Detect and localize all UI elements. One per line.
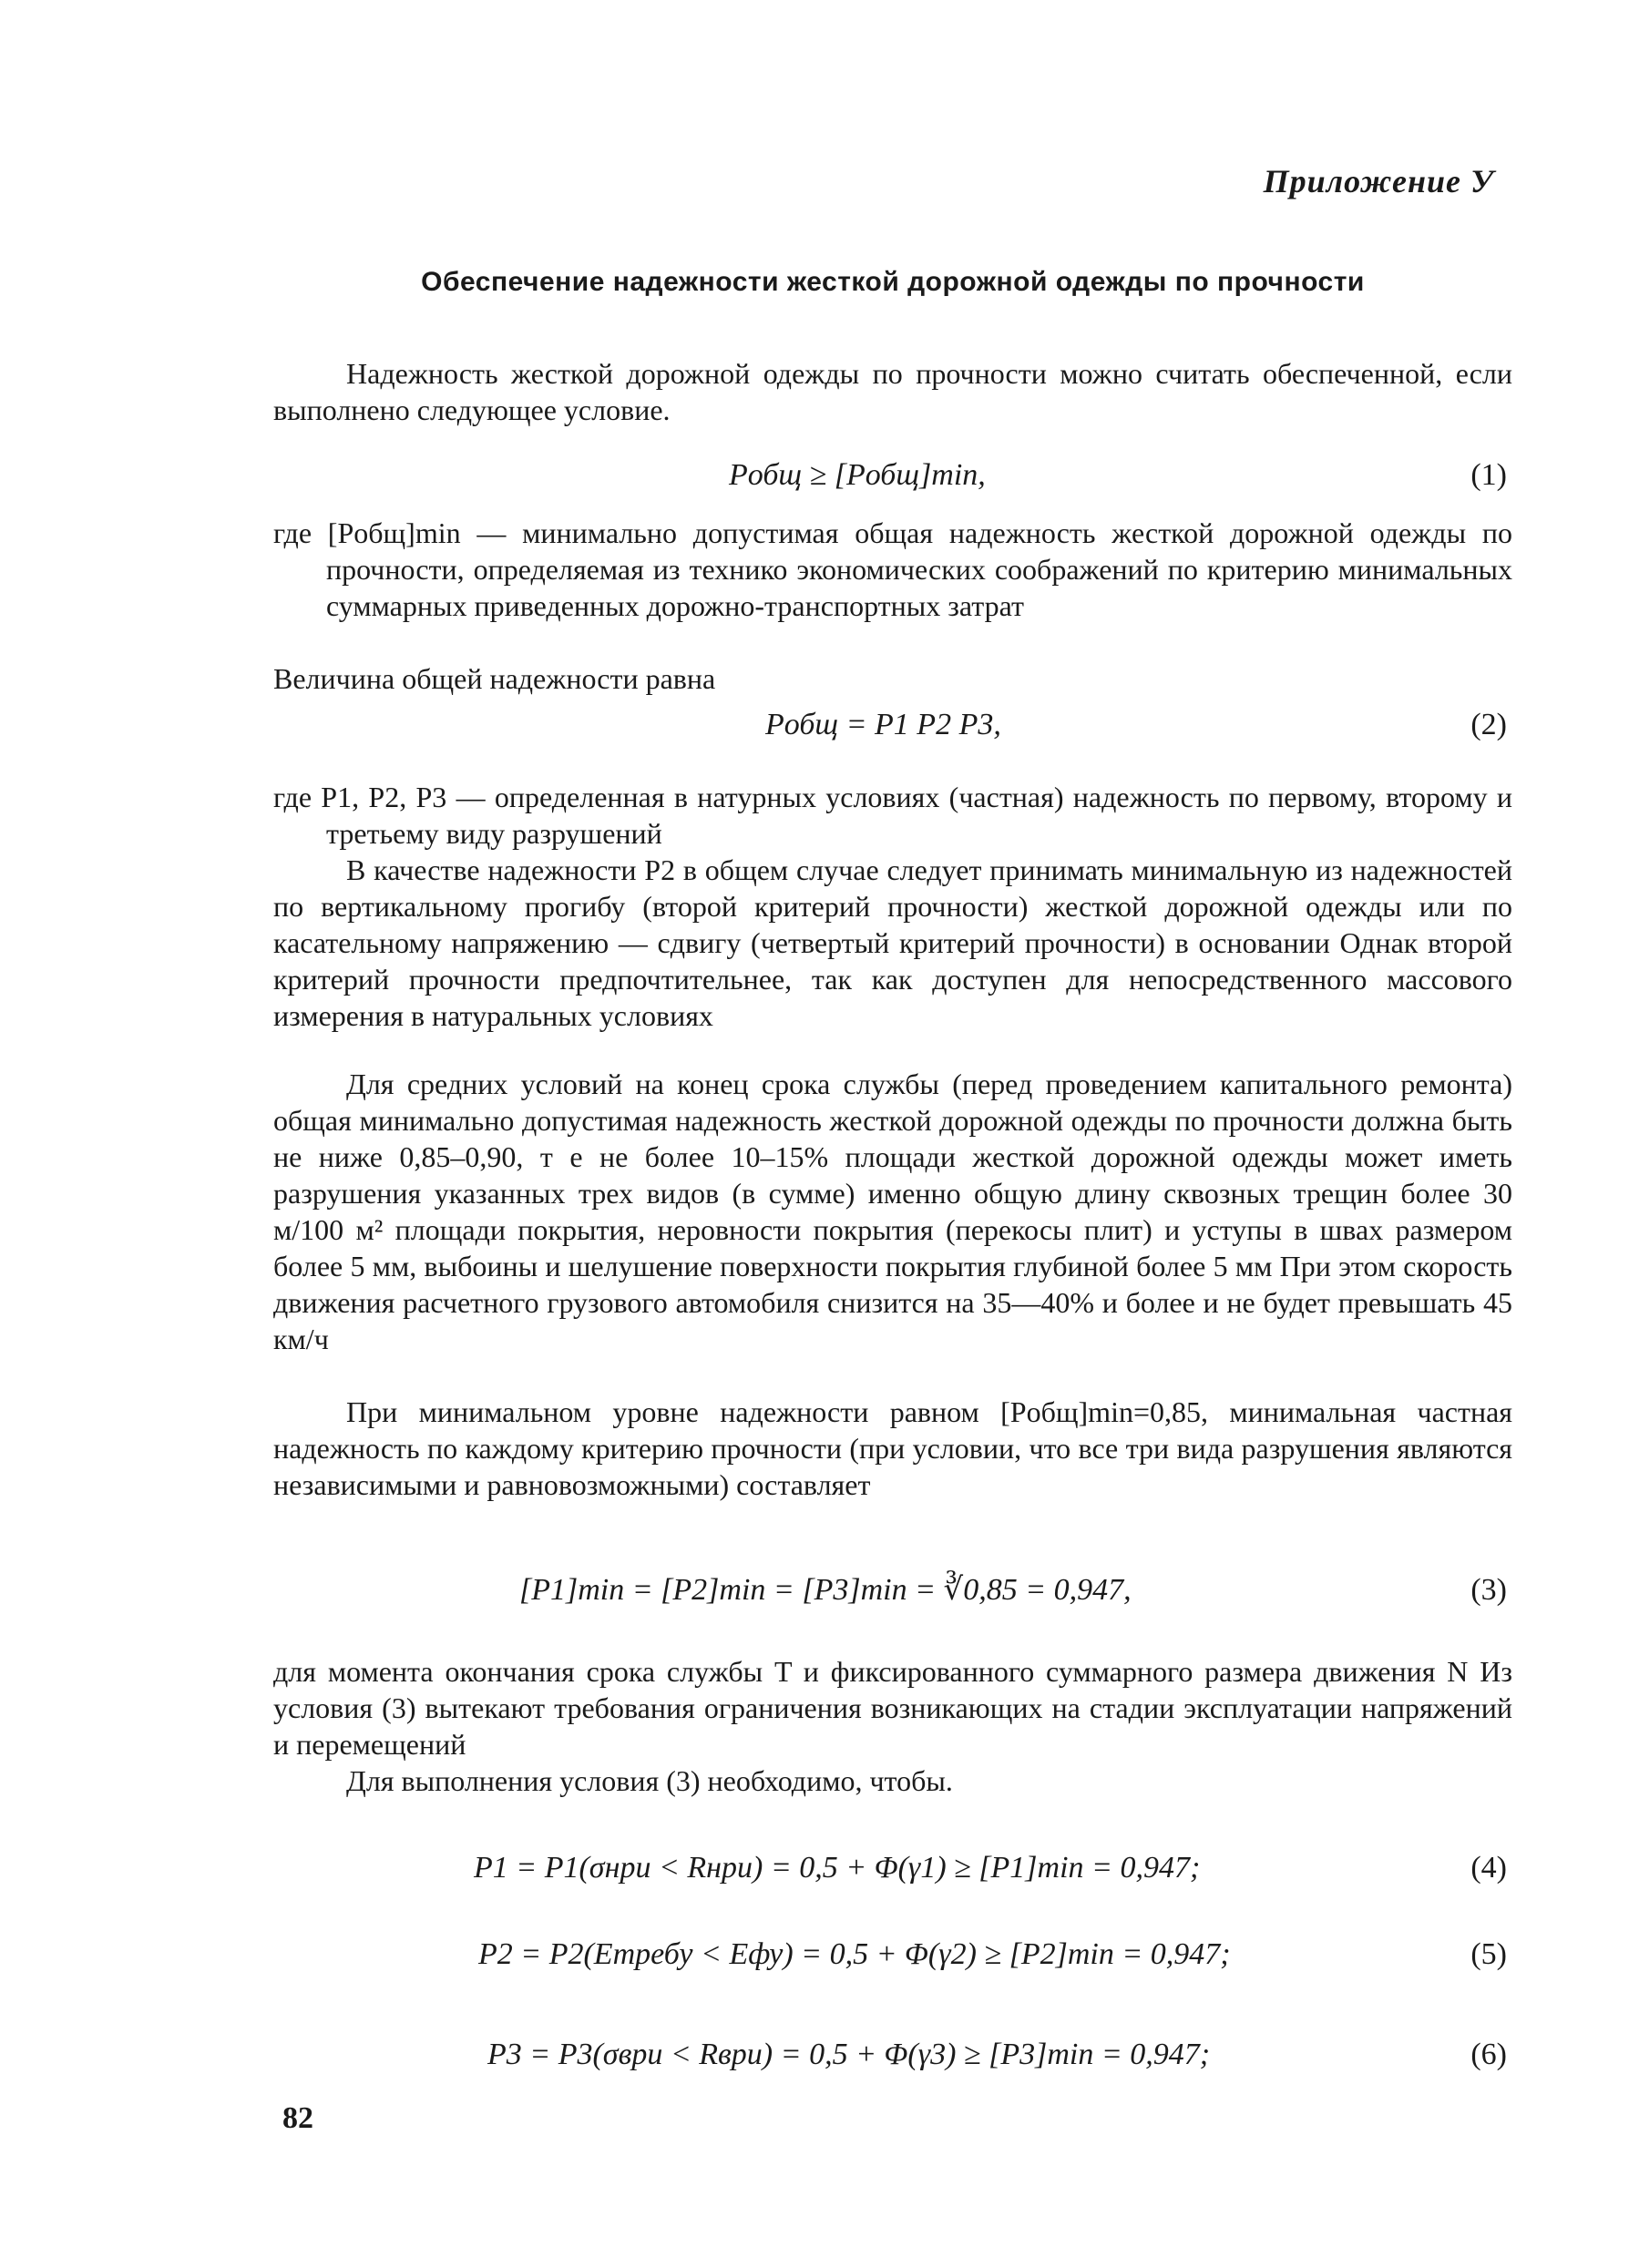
paragraph-criterion: В качестве надежности P2 в общем случае следует принимать минимальную из надежностей по вертикальному прогибу (второй критерий прочности) жесткой дорожной одежды или по касательному напряжению — сдвигу (четвертый критерий прочности) в основании Однак второй критерий прочности предпочтительнее, так как доступен для непосредственного массового измерения в натуральных условиях: [273, 853, 1512, 1032]
formula-3-number: (3): [1470, 1573, 1507, 1607]
paragraph-definition-2: где P1, P2, P3 — определенная в натурных условиях (частная) надежность по первому, второму и третьему виду разрушений: [273, 781, 1512, 850]
document-page: [273, 0, 1512, 2268]
paragraph-service-life: Для средних условий на конец срока службы (перед проведением капитального ремонта) общая минимально допустимая надежность жесткой дорожной одежды по прочности должна быть не ниже 0,85–0,90, т е не более 10–15% площади жесткой дорожной одежды может иметь разрушения указанных трех видов (в сумме) именно общую длину сквозных трещин более 30 м/100 м² площади покрытия, неровности покрытия (перекосы плит) и уступы в швах размером более 5 мм, выбоины и шелушение поверхности покрытия глубиной более 5 мм При этом скорость движения расчетного грузового автомобиля снизится на 35—40% и более и не будет превышать 45 км/ч: [273, 1068, 1512, 1355]
formula-1-expression: Pобщ ≥ [Pобщ]min,: [729, 458, 986, 492]
formula-6-expression: P3 = P3(σври < Rври) = 0,5 + Φ(γ3) ≥ [P3]min = 0,947;: [487, 2038, 1211, 2071]
formula-2-number: (2): [1470, 708, 1507, 741]
paragraph-definition-1: где [Pобщ]min — минимально допустимая общая надежность жесткой дорожной одежды по прочности, определяемая из технико экономических соображений по критерию минимальных суммарных приведенных дорожно-транспортных затрат: [273, 516, 1512, 622]
paragraph-condition: Для выполнения условия (3) необходимо, чтобы.: [346, 1764, 953, 1797]
formula-3: [273, 1567, 1512, 1614]
formula-4: [273, 1844, 1512, 1892]
formula-1: [273, 452, 1512, 499]
formula-5-expression: P2 = P2(Eтребу < Eфу) = 0,5 + Φ(γ2) ≥ [P2]min = 0,947;: [478, 1937, 1231, 1971]
paragraph-service-end: для момента окончания срока службы T и фиксированного суммарного размера движения N Из условия (3) вытекают требования ограничения возникающих на стадии эксплуатации напряжений и перемещений: [273, 1655, 1512, 1761]
formula-6: [273, 2031, 1512, 2079]
formula-4-expression: P1 = P1(σнри < Rнри) = 0,5 + Φ(γ1) ≥ [P1]min = 0,947;: [474, 1851, 1201, 1885]
page-number: 82: [282, 2101, 313, 2135]
formula-2: [273, 701, 1512, 749]
formula-5-number: (5): [1470, 1937, 1507, 1971]
formula-2-expression: Pобщ = P1 P2 P3,: [765, 708, 1001, 741]
section-title: Обеспечение надежности жесткой дорожной одежды по прочности: [421, 267, 1365, 297]
paragraph-intro: Надежность жесткой дорожной одежды по прочности можно считать обеспеченной, если выполнено следующее условие.: [273, 357, 1512, 426]
appendix-label: Приложение У: [1263, 163, 1494, 199]
paragraph-minimum-level: При минимальном уровне надежности равном [Pобщ]min=0,85, минимальная частная надежность по каждому критерию прочности (при условии, что все три вида разрушения являются независимыми и равновозможными) составляет: [273, 1395, 1512, 1501]
paragraph-total-reliability: Величина общей надежности равна: [273, 662, 716, 695]
formula-5: [273, 1931, 1512, 1978]
formula-6-number: (6): [1470, 2038, 1507, 2071]
formula-1-number: (1): [1470, 458, 1507, 492]
formula-4-number: (4): [1470, 1851, 1507, 1885]
formula-3-expression: [P1]min = [P2]min = [P3]min = ∛0,85 = 0,947,: [519, 1573, 1132, 1607]
